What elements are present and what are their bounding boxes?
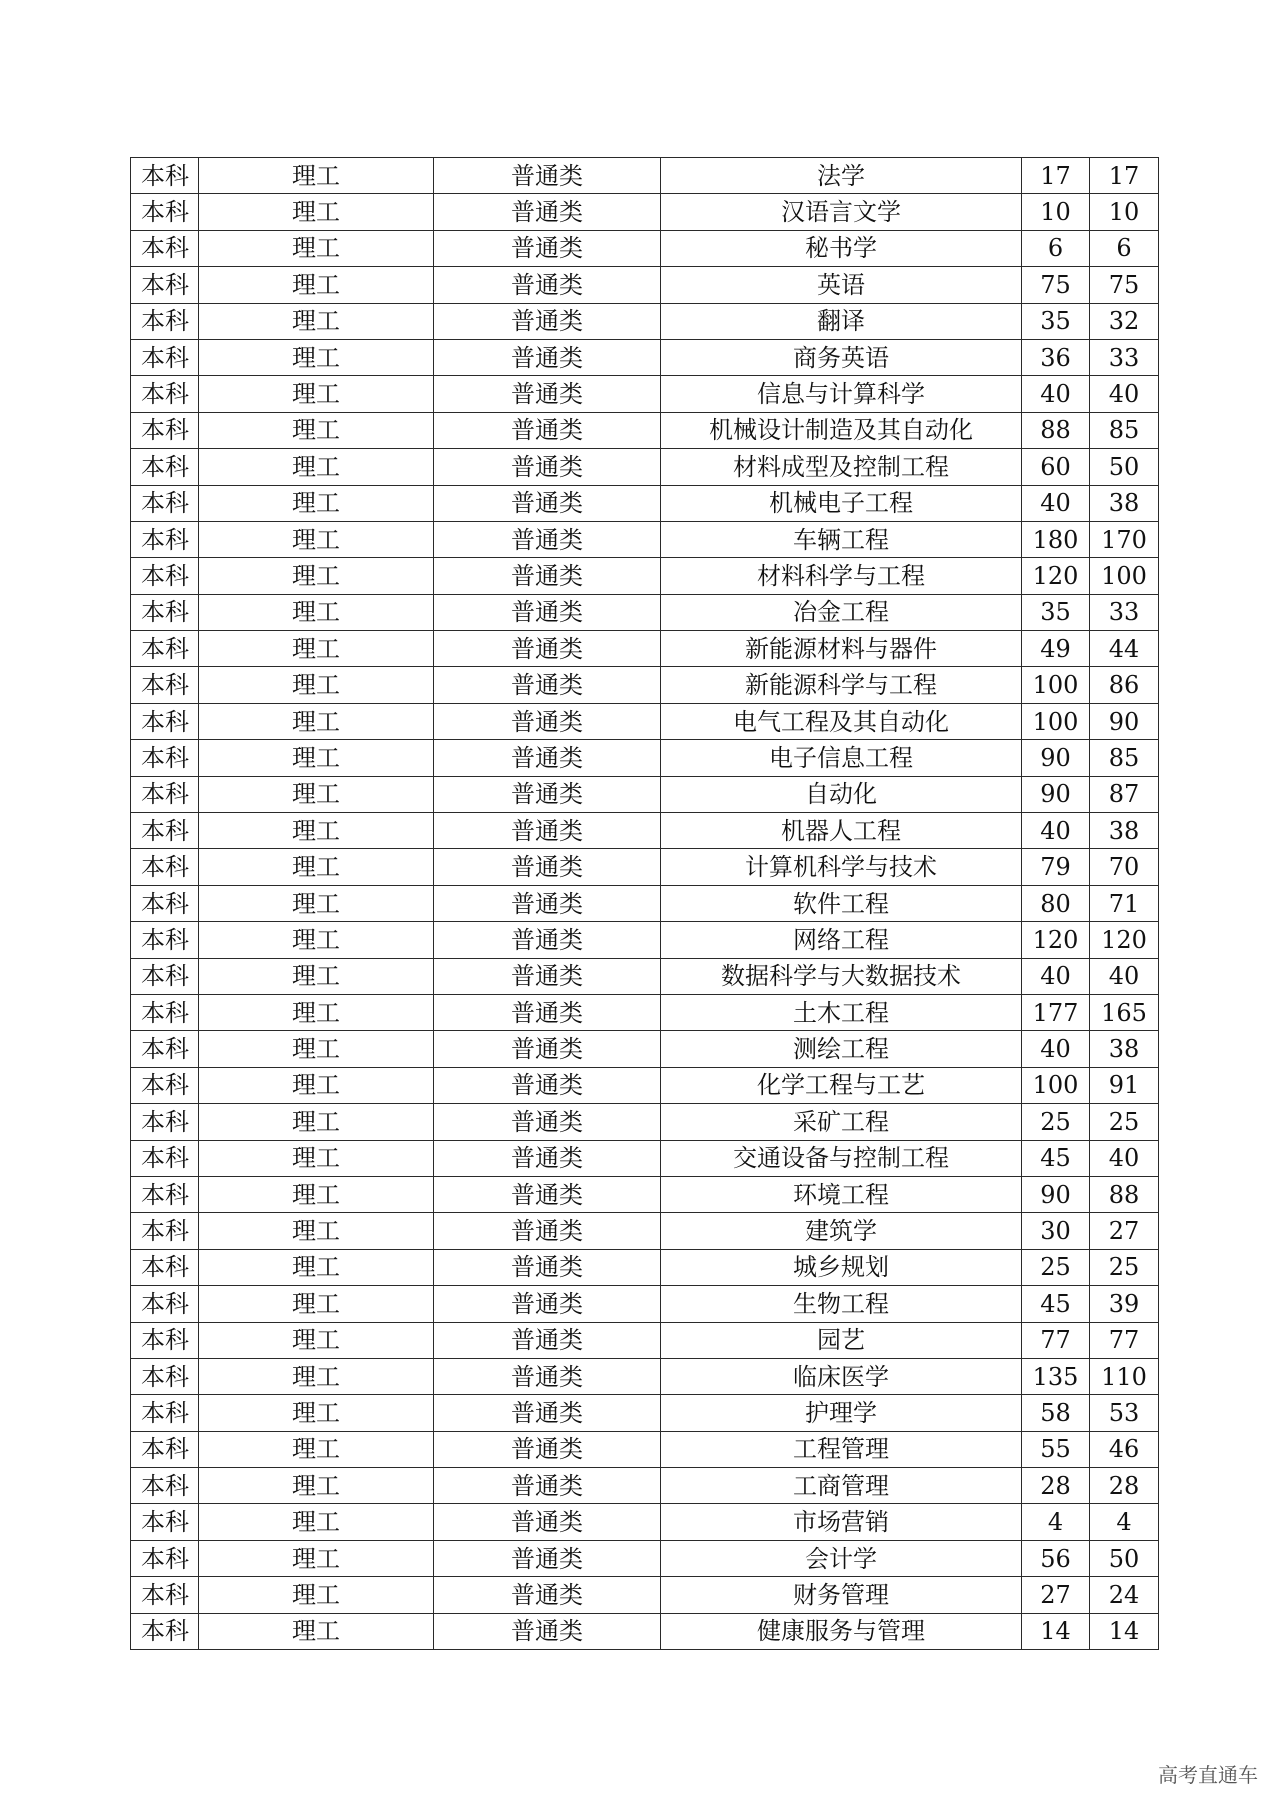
admitted-count-cell: 90: [1090, 703, 1159, 739]
admitted-count-cell: 100: [1090, 558, 1159, 594]
table-row: [131, 1286, 1159, 1322]
level-cell: 本科: [131, 1540, 199, 1576]
level-cell: 本科: [131, 194, 199, 230]
category-cell: 理工: [199, 849, 434, 885]
type-cell: 普通类: [434, 303, 661, 339]
table-row: [131, 1358, 1159, 1394]
admitted-count-cell: 14: [1090, 1613, 1159, 1649]
type-cell: 普通类: [434, 1504, 661, 1540]
admitted-count-cell: 33: [1090, 594, 1159, 630]
category-cell: 理工: [199, 1249, 434, 1285]
type-cell: 普通类: [434, 1322, 661, 1358]
plan-count-cell: 88: [1022, 412, 1090, 448]
plan-count-cell: 90: [1022, 740, 1090, 776]
category-cell: 理工: [199, 667, 434, 703]
level-cell: 本科: [131, 1431, 199, 1467]
major-cell: 自动化: [661, 776, 1022, 812]
table-row: [131, 740, 1159, 776]
admitted-count-cell: 75: [1090, 267, 1159, 303]
plan-count-cell: 40: [1022, 813, 1090, 849]
major-cell: 电气工程及其自动化: [661, 703, 1022, 739]
major-cell: 园艺: [661, 1322, 1022, 1358]
plan-count-cell: 10: [1022, 194, 1090, 230]
type-cell: 普通类: [434, 1431, 661, 1467]
major-cell: 秘书学: [661, 230, 1022, 266]
level-cell: 本科: [131, 1176, 199, 1212]
plan-count-cell: 100: [1022, 703, 1090, 739]
major-cell: 化学工程与工艺: [661, 1067, 1022, 1103]
level-cell: 本科: [131, 376, 199, 412]
plan-count-cell: 45: [1022, 1140, 1090, 1176]
plan-count-cell: 40: [1022, 376, 1090, 412]
type-cell: 普通类: [434, 849, 661, 885]
admitted-count-cell: 27: [1090, 1213, 1159, 1249]
category-cell: 理工: [199, 1104, 434, 1140]
level-cell: 本科: [131, 1468, 199, 1504]
major-cell: 环境工程: [661, 1176, 1022, 1212]
major-cell: 商务英语: [661, 339, 1022, 375]
enrollment-table: [130, 157, 1159, 1650]
category-cell: 理工: [199, 376, 434, 412]
major-cell: 车辆工程: [661, 521, 1022, 557]
level-cell: 本科: [131, 230, 199, 266]
table-row: [131, 1395, 1159, 1431]
plan-count-cell: 27: [1022, 1577, 1090, 1613]
type-cell: 普通类: [434, 158, 661, 194]
table-row: [131, 267, 1159, 303]
category-cell: 理工: [199, 1468, 434, 1504]
category-cell: 理工: [199, 521, 434, 557]
type-cell: 普通类: [434, 449, 661, 485]
table-row: [131, 703, 1159, 739]
major-cell: 信息与计算科学: [661, 376, 1022, 412]
admitted-count-cell: 4: [1090, 1504, 1159, 1540]
table-row: [131, 1067, 1159, 1103]
admitted-count-cell: 53: [1090, 1395, 1159, 1431]
major-cell: 计算机科学与技术: [661, 849, 1022, 885]
admitted-count-cell: 38: [1090, 813, 1159, 849]
major-cell: 数据科学与大数据技术: [661, 958, 1022, 994]
level-cell: 本科: [131, 740, 199, 776]
category-cell: 理工: [199, 449, 434, 485]
level-cell: 本科: [131, 776, 199, 812]
type-cell: 普通类: [434, 1067, 661, 1103]
category-cell: 理工: [199, 594, 434, 630]
type-cell: 普通类: [434, 521, 661, 557]
level-cell: 本科: [131, 1286, 199, 1322]
major-cell: 护理学: [661, 1395, 1022, 1431]
admitted-count-cell: 40: [1090, 958, 1159, 994]
admitted-count-cell: 91: [1090, 1067, 1159, 1103]
major-cell: 城乡规划: [661, 1249, 1022, 1285]
major-cell: 工程管理: [661, 1431, 1022, 1467]
admitted-count-cell: 46: [1090, 1431, 1159, 1467]
level-cell: 本科: [131, 1140, 199, 1176]
level-cell: 本科: [131, 667, 199, 703]
admitted-count-cell: 33: [1090, 339, 1159, 375]
major-cell: 生物工程: [661, 1286, 1022, 1322]
plan-count-cell: 77: [1022, 1322, 1090, 1358]
plan-count-cell: 36: [1022, 339, 1090, 375]
plan-count-cell: 56: [1022, 1540, 1090, 1576]
major-cell: 材料成型及控制工程: [661, 449, 1022, 485]
type-cell: 普通类: [434, 376, 661, 412]
plan-count-cell: 40: [1022, 958, 1090, 994]
admitted-count-cell: 87: [1090, 776, 1159, 812]
category-cell: 理工: [199, 1067, 434, 1103]
level-cell: 本科: [131, 1322, 199, 1358]
major-cell: 汉语言文学: [661, 194, 1022, 230]
plan-count-cell: 40: [1022, 1031, 1090, 1067]
table-row: [131, 303, 1159, 339]
table-row: [131, 1577, 1159, 1613]
plan-count-cell: 135: [1022, 1358, 1090, 1394]
admitted-count-cell: 40: [1090, 1140, 1159, 1176]
admitted-count-cell: 70: [1090, 849, 1159, 885]
admitted-count-cell: 85: [1090, 740, 1159, 776]
category-cell: 理工: [199, 1613, 434, 1649]
type-cell: 普通类: [434, 1613, 661, 1649]
admitted-count-cell: 120: [1090, 922, 1159, 958]
admitted-count-cell: 6: [1090, 230, 1159, 266]
plan-count-cell: 100: [1022, 1067, 1090, 1103]
plan-count-cell: 4: [1022, 1504, 1090, 1540]
category-cell: 理工: [199, 1540, 434, 1576]
table-row: [131, 922, 1159, 958]
level-cell: 本科: [131, 412, 199, 448]
type-cell: 普通类: [434, 667, 661, 703]
category-cell: 理工: [199, 230, 434, 266]
admitted-count-cell: 110: [1090, 1358, 1159, 1394]
admitted-count-cell: 10: [1090, 194, 1159, 230]
plan-count-cell: 55: [1022, 1431, 1090, 1467]
table-row: [131, 558, 1159, 594]
table-row: [131, 1176, 1159, 1212]
type-cell: 普通类: [434, 1286, 661, 1322]
level-cell: 本科: [131, 849, 199, 885]
type-cell: 普通类: [434, 813, 661, 849]
type-cell: 普通类: [434, 594, 661, 630]
admitted-count-cell: 17: [1090, 158, 1159, 194]
level-cell: 本科: [131, 958, 199, 994]
table-row: [131, 1468, 1159, 1504]
major-cell: 财务管理: [661, 1577, 1022, 1613]
table-row: [131, 813, 1159, 849]
plan-count-cell: 75: [1022, 267, 1090, 303]
admitted-count-cell: 39: [1090, 1286, 1159, 1322]
table-row: [131, 521, 1159, 557]
type-cell: 普通类: [434, 558, 661, 594]
table-row: [131, 994, 1159, 1030]
category-cell: 理工: [199, 1504, 434, 1540]
type-cell: 普通类: [434, 1031, 661, 1067]
type-cell: 普通类: [434, 703, 661, 739]
table-row: [131, 1613, 1159, 1649]
level-cell: 本科: [131, 339, 199, 375]
table-row: [131, 1213, 1159, 1249]
admitted-count-cell: 25: [1090, 1249, 1159, 1285]
major-cell: 软件工程: [661, 885, 1022, 921]
type-cell: 普通类: [434, 194, 661, 230]
level-cell: 本科: [131, 1504, 199, 1540]
category-cell: 理工: [199, 813, 434, 849]
table-row: [131, 1540, 1159, 1576]
type-cell: 普通类: [434, 1213, 661, 1249]
admitted-count-cell: 50: [1090, 449, 1159, 485]
level-cell: 本科: [131, 1213, 199, 1249]
admitted-count-cell: 85: [1090, 412, 1159, 448]
admitted-count-cell: 88: [1090, 1176, 1159, 1212]
category-cell: 理工: [199, 412, 434, 448]
type-cell: 普通类: [434, 776, 661, 812]
type-cell: 普通类: [434, 1104, 661, 1140]
level-cell: 本科: [131, 1249, 199, 1285]
type-cell: 普通类: [434, 1358, 661, 1394]
level-cell: 本科: [131, 449, 199, 485]
table-row: [131, 339, 1159, 375]
category-cell: 理工: [199, 1431, 434, 1467]
level-cell: 本科: [131, 158, 199, 194]
admitted-count-cell: 77: [1090, 1322, 1159, 1358]
plan-count-cell: 28: [1022, 1468, 1090, 1504]
admitted-count-cell: 25: [1090, 1104, 1159, 1140]
major-cell: 测绘工程: [661, 1031, 1022, 1067]
category-cell: 理工: [199, 558, 434, 594]
admitted-count-cell: 86: [1090, 667, 1159, 703]
table-row: [131, 667, 1159, 703]
admitted-count-cell: 24: [1090, 1577, 1159, 1613]
table-row: [131, 776, 1159, 812]
level-cell: 本科: [131, 267, 199, 303]
table-row: [131, 1322, 1159, 1358]
plan-count-cell: 79: [1022, 849, 1090, 885]
table-row: [131, 1031, 1159, 1067]
major-cell: 健康服务与管理: [661, 1613, 1022, 1649]
type-cell: 普通类: [434, 958, 661, 994]
category-cell: 理工: [199, 1213, 434, 1249]
level-cell: 本科: [131, 1358, 199, 1394]
category-cell: 理工: [199, 485, 434, 521]
type-cell: 普通类: [434, 1395, 661, 1431]
level-cell: 本科: [131, 885, 199, 921]
admitted-count-cell: 28: [1090, 1468, 1159, 1504]
admitted-count-cell: 71: [1090, 885, 1159, 921]
level-cell: 本科: [131, 1067, 199, 1103]
level-cell: 本科: [131, 703, 199, 739]
category-cell: 理工: [199, 158, 434, 194]
major-cell: 采矿工程: [661, 1104, 1022, 1140]
major-cell: 翻译: [661, 303, 1022, 339]
type-cell: 普通类: [434, 740, 661, 776]
category-cell: 理工: [199, 994, 434, 1030]
table-row: [131, 1140, 1159, 1176]
table-row: [131, 158, 1159, 194]
major-cell: 市场营销: [661, 1504, 1022, 1540]
type-cell: 普通类: [434, 631, 661, 667]
major-cell: 法学: [661, 158, 1022, 194]
type-cell: 普通类: [434, 485, 661, 521]
major-cell: 英语: [661, 267, 1022, 303]
admitted-count-cell: 50: [1090, 1540, 1159, 1576]
table-row: [131, 1104, 1159, 1140]
type-cell: 普通类: [434, 412, 661, 448]
level-cell: 本科: [131, 1577, 199, 1613]
plan-count-cell: 6: [1022, 230, 1090, 266]
admitted-count-cell: 40: [1090, 376, 1159, 412]
category-cell: 理工: [199, 1176, 434, 1212]
plan-count-cell: 49: [1022, 631, 1090, 667]
admitted-count-cell: 170: [1090, 521, 1159, 557]
type-cell: 普通类: [434, 1540, 661, 1576]
table-body: [131, 158, 1159, 1650]
category-cell: 理工: [199, 703, 434, 739]
major-cell: 机器人工程: [661, 813, 1022, 849]
category-cell: 理工: [199, 958, 434, 994]
level-cell: 本科: [131, 631, 199, 667]
table-row: [131, 194, 1159, 230]
level-cell: 本科: [131, 813, 199, 849]
plan-count-cell: 90: [1022, 776, 1090, 812]
category-cell: 理工: [199, 194, 434, 230]
admitted-count-cell: 165: [1090, 994, 1159, 1030]
plan-count-cell: 45: [1022, 1286, 1090, 1322]
table-row: [131, 885, 1159, 921]
major-cell: 新能源科学与工程: [661, 667, 1022, 703]
plan-count-cell: 14: [1022, 1613, 1090, 1649]
table-row: [131, 230, 1159, 266]
category-cell: 理工: [199, 1322, 434, 1358]
category-cell: 理工: [199, 1358, 434, 1394]
type-cell: 普通类: [434, 1577, 661, 1613]
major-cell: 临床医学: [661, 1358, 1022, 1394]
level-cell: 本科: [131, 521, 199, 557]
plan-count-cell: 30: [1022, 1213, 1090, 1249]
category-cell: 理工: [199, 1286, 434, 1322]
type-cell: 普通类: [434, 267, 661, 303]
level-cell: 本科: [131, 485, 199, 521]
level-cell: 本科: [131, 594, 199, 630]
admitted-count-cell: 38: [1090, 1031, 1159, 1067]
table-row: [131, 1504, 1159, 1540]
category-cell: 理工: [199, 1577, 434, 1613]
table-row: [131, 958, 1159, 994]
plan-count-cell: 90: [1022, 1176, 1090, 1212]
level-cell: 本科: [131, 922, 199, 958]
category-cell: 理工: [199, 339, 434, 375]
category-cell: 理工: [199, 1140, 434, 1176]
major-cell: 冶金工程: [661, 594, 1022, 630]
major-cell: 会计学: [661, 1540, 1022, 1576]
table-row: [131, 594, 1159, 630]
major-cell: 材料科学与工程: [661, 558, 1022, 594]
category-cell: 理工: [199, 776, 434, 812]
plan-count-cell: 100: [1022, 667, 1090, 703]
type-cell: 普通类: [434, 922, 661, 958]
type-cell: 普通类: [434, 339, 661, 375]
type-cell: 普通类: [434, 230, 661, 266]
plan-count-cell: 35: [1022, 303, 1090, 339]
admitted-count-cell: 44: [1090, 631, 1159, 667]
major-cell: 建筑学: [661, 1213, 1022, 1249]
major-cell: 电子信息工程: [661, 740, 1022, 776]
category-cell: 理工: [199, 1031, 434, 1067]
watermark: 高考直通车: [1158, 1763, 1258, 1787]
level-cell: 本科: [131, 1104, 199, 1140]
type-cell: 普通类: [434, 1140, 661, 1176]
table-row: [131, 412, 1159, 448]
table-row: [131, 376, 1159, 412]
category-cell: 理工: [199, 267, 434, 303]
plan-count-cell: 25: [1022, 1104, 1090, 1140]
plan-count-cell: 177: [1022, 994, 1090, 1030]
category-cell: 理工: [199, 740, 434, 776]
plan-count-cell: 58: [1022, 1395, 1090, 1431]
plan-count-cell: 40: [1022, 485, 1090, 521]
level-cell: 本科: [131, 303, 199, 339]
plan-count-cell: 60: [1022, 449, 1090, 485]
level-cell: 本科: [131, 1031, 199, 1067]
plan-count-cell: 80: [1022, 885, 1090, 921]
major-cell: 交通设备与控制工程: [661, 1140, 1022, 1176]
plan-count-cell: 180: [1022, 521, 1090, 557]
plan-count-cell: 120: [1022, 922, 1090, 958]
type-cell: 普通类: [434, 994, 661, 1030]
admitted-count-cell: 32: [1090, 303, 1159, 339]
table-row: [131, 485, 1159, 521]
major-cell: 网络工程: [661, 922, 1022, 958]
plan-count-cell: 17: [1022, 158, 1090, 194]
table-row: [131, 1249, 1159, 1285]
admitted-count-cell: 38: [1090, 485, 1159, 521]
category-cell: 理工: [199, 885, 434, 921]
major-cell: 工商管理: [661, 1468, 1022, 1504]
category-cell: 理工: [199, 303, 434, 339]
major-cell: 新能源材料与器件: [661, 631, 1022, 667]
level-cell: 本科: [131, 994, 199, 1030]
table-row: [131, 631, 1159, 667]
table-row: [131, 849, 1159, 885]
major-cell: 土木工程: [661, 994, 1022, 1030]
category-cell: 理工: [199, 1395, 434, 1431]
plan-count-cell: 35: [1022, 594, 1090, 630]
type-cell: 普通类: [434, 1468, 661, 1504]
level-cell: 本科: [131, 1613, 199, 1649]
major-cell: 机械设计制造及其自动化: [661, 412, 1022, 448]
type-cell: 普通类: [434, 885, 661, 921]
level-cell: 本科: [131, 558, 199, 594]
table-row: [131, 449, 1159, 485]
type-cell: 普通类: [434, 1249, 661, 1285]
plan-count-cell: 120: [1022, 558, 1090, 594]
level-cell: 本科: [131, 1395, 199, 1431]
table-row: [131, 1431, 1159, 1467]
type-cell: 普通类: [434, 1176, 661, 1212]
category-cell: 理工: [199, 922, 434, 958]
major-cell: 机械电子工程: [661, 485, 1022, 521]
category-cell: 理工: [199, 631, 434, 667]
plan-count-cell: 25: [1022, 1249, 1090, 1285]
